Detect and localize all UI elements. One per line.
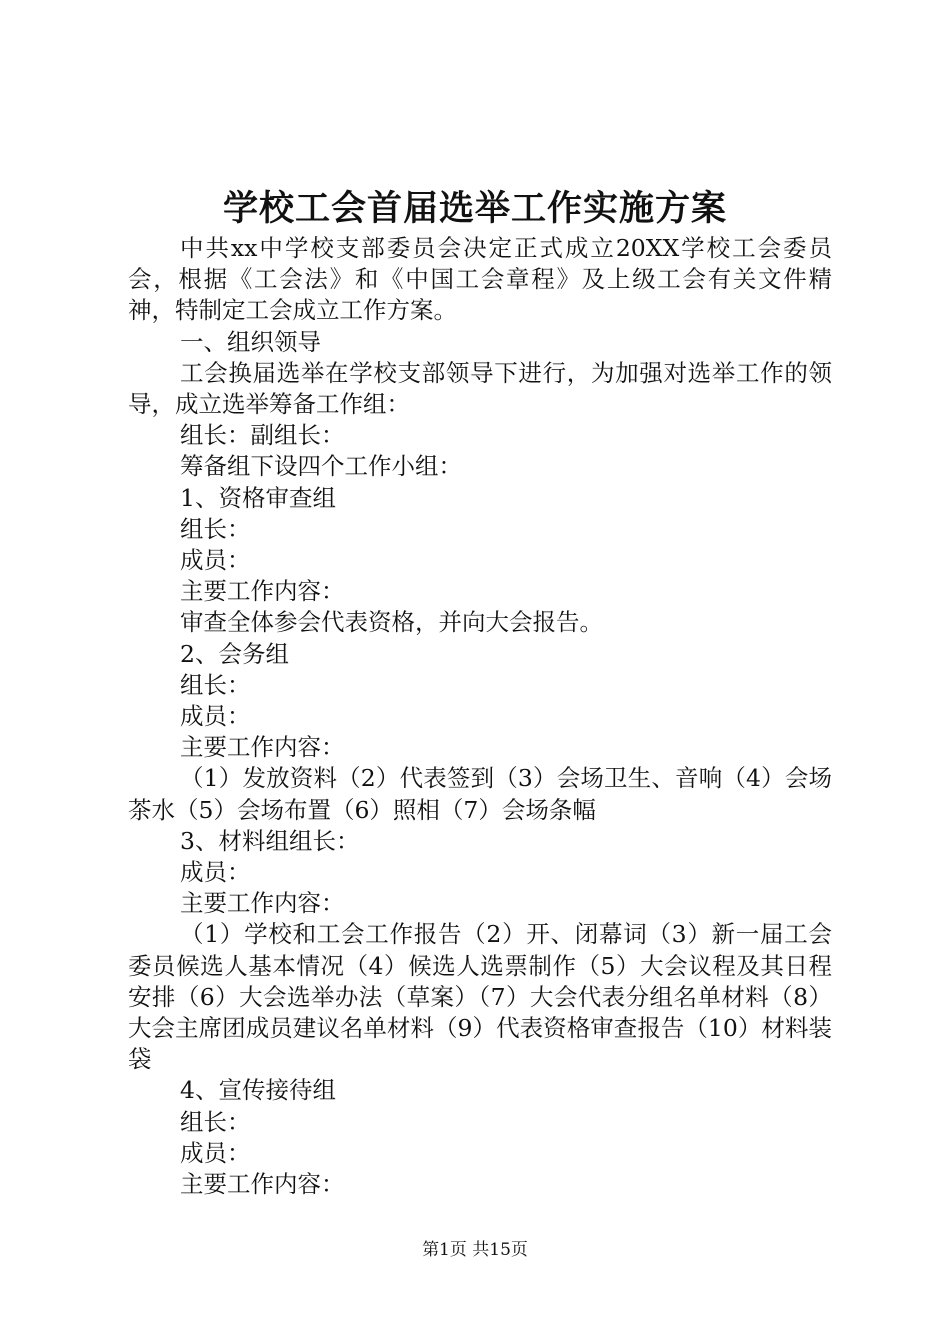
paragraph: 筹备组下设四个工作小组：	[180, 452, 462, 481]
paragraph: 主要工作内容：	[180, 733, 345, 762]
paragraph: 审查全体参会代表资格，并向大会报告。	[180, 608, 603, 637]
paragraph: 主要工作内容：	[180, 577, 345, 606]
paragraph: （1）发放资料（2）代表签到（3）会场卫生、音响（4）会场茶水（5）会场布置（6）照相（7）会场条幅	[128, 764, 832, 824]
paragraph: 成员：	[180, 702, 251, 731]
paragraph: 成员：	[180, 1138, 251, 1167]
paragraph: 成员：	[180, 546, 251, 575]
paragraph: 组长：副组长：	[180, 421, 345, 450]
paragraph: 工会换届选举在学校支部领导下进行，为加强对选举工作的领导，成立选举筹备工作组：	[128, 358, 832, 419]
paragraph: 1、资格审查组	[180, 483, 336, 512]
paragraph: 中共xx中学校支部委员会决定正式成立20XX学校工会委员会，根据《工会法》和《中国工会章程》及上级工会有关文件精神，特制定工会成立工作方案。	[128, 234, 832, 325]
paragraph: 3、材料组组长：	[180, 826, 360, 855]
paragraph: 组长：	[180, 1107, 251, 1136]
paragraph: （1）学校和工会工作报告（2）开、闭幕词（3）新一届工会委员候选人基本情况（4）候选人选票制作（5）大会议程及其日程安排（6）大会选举办法（草案）（7）大会代表分组名单材料（8）大会主席团成员建议名单材料（9）代表资格审查报告（10）材料装袋	[128, 920, 832, 1074]
paragraph: 主要工作内容：	[180, 1170, 345, 1199]
page-number: 第1页 共15页	[422, 1240, 528, 1260]
paragraph: 2、会务组	[180, 639, 289, 668]
document-title: 学校工会首届选举工作实施方案	[222, 188, 727, 229]
paragraph: 成员：	[180, 858, 251, 887]
paragraph: 组长：	[180, 670, 251, 699]
paragraph: 主要工作内容：	[180, 889, 345, 918]
paragraph: 4、宣传接待组	[180, 1076, 336, 1105]
paragraph: 一、组织领导	[180, 327, 321, 356]
document-body	[128, 233, 832, 1200]
paragraph: 组长：	[180, 514, 251, 543]
